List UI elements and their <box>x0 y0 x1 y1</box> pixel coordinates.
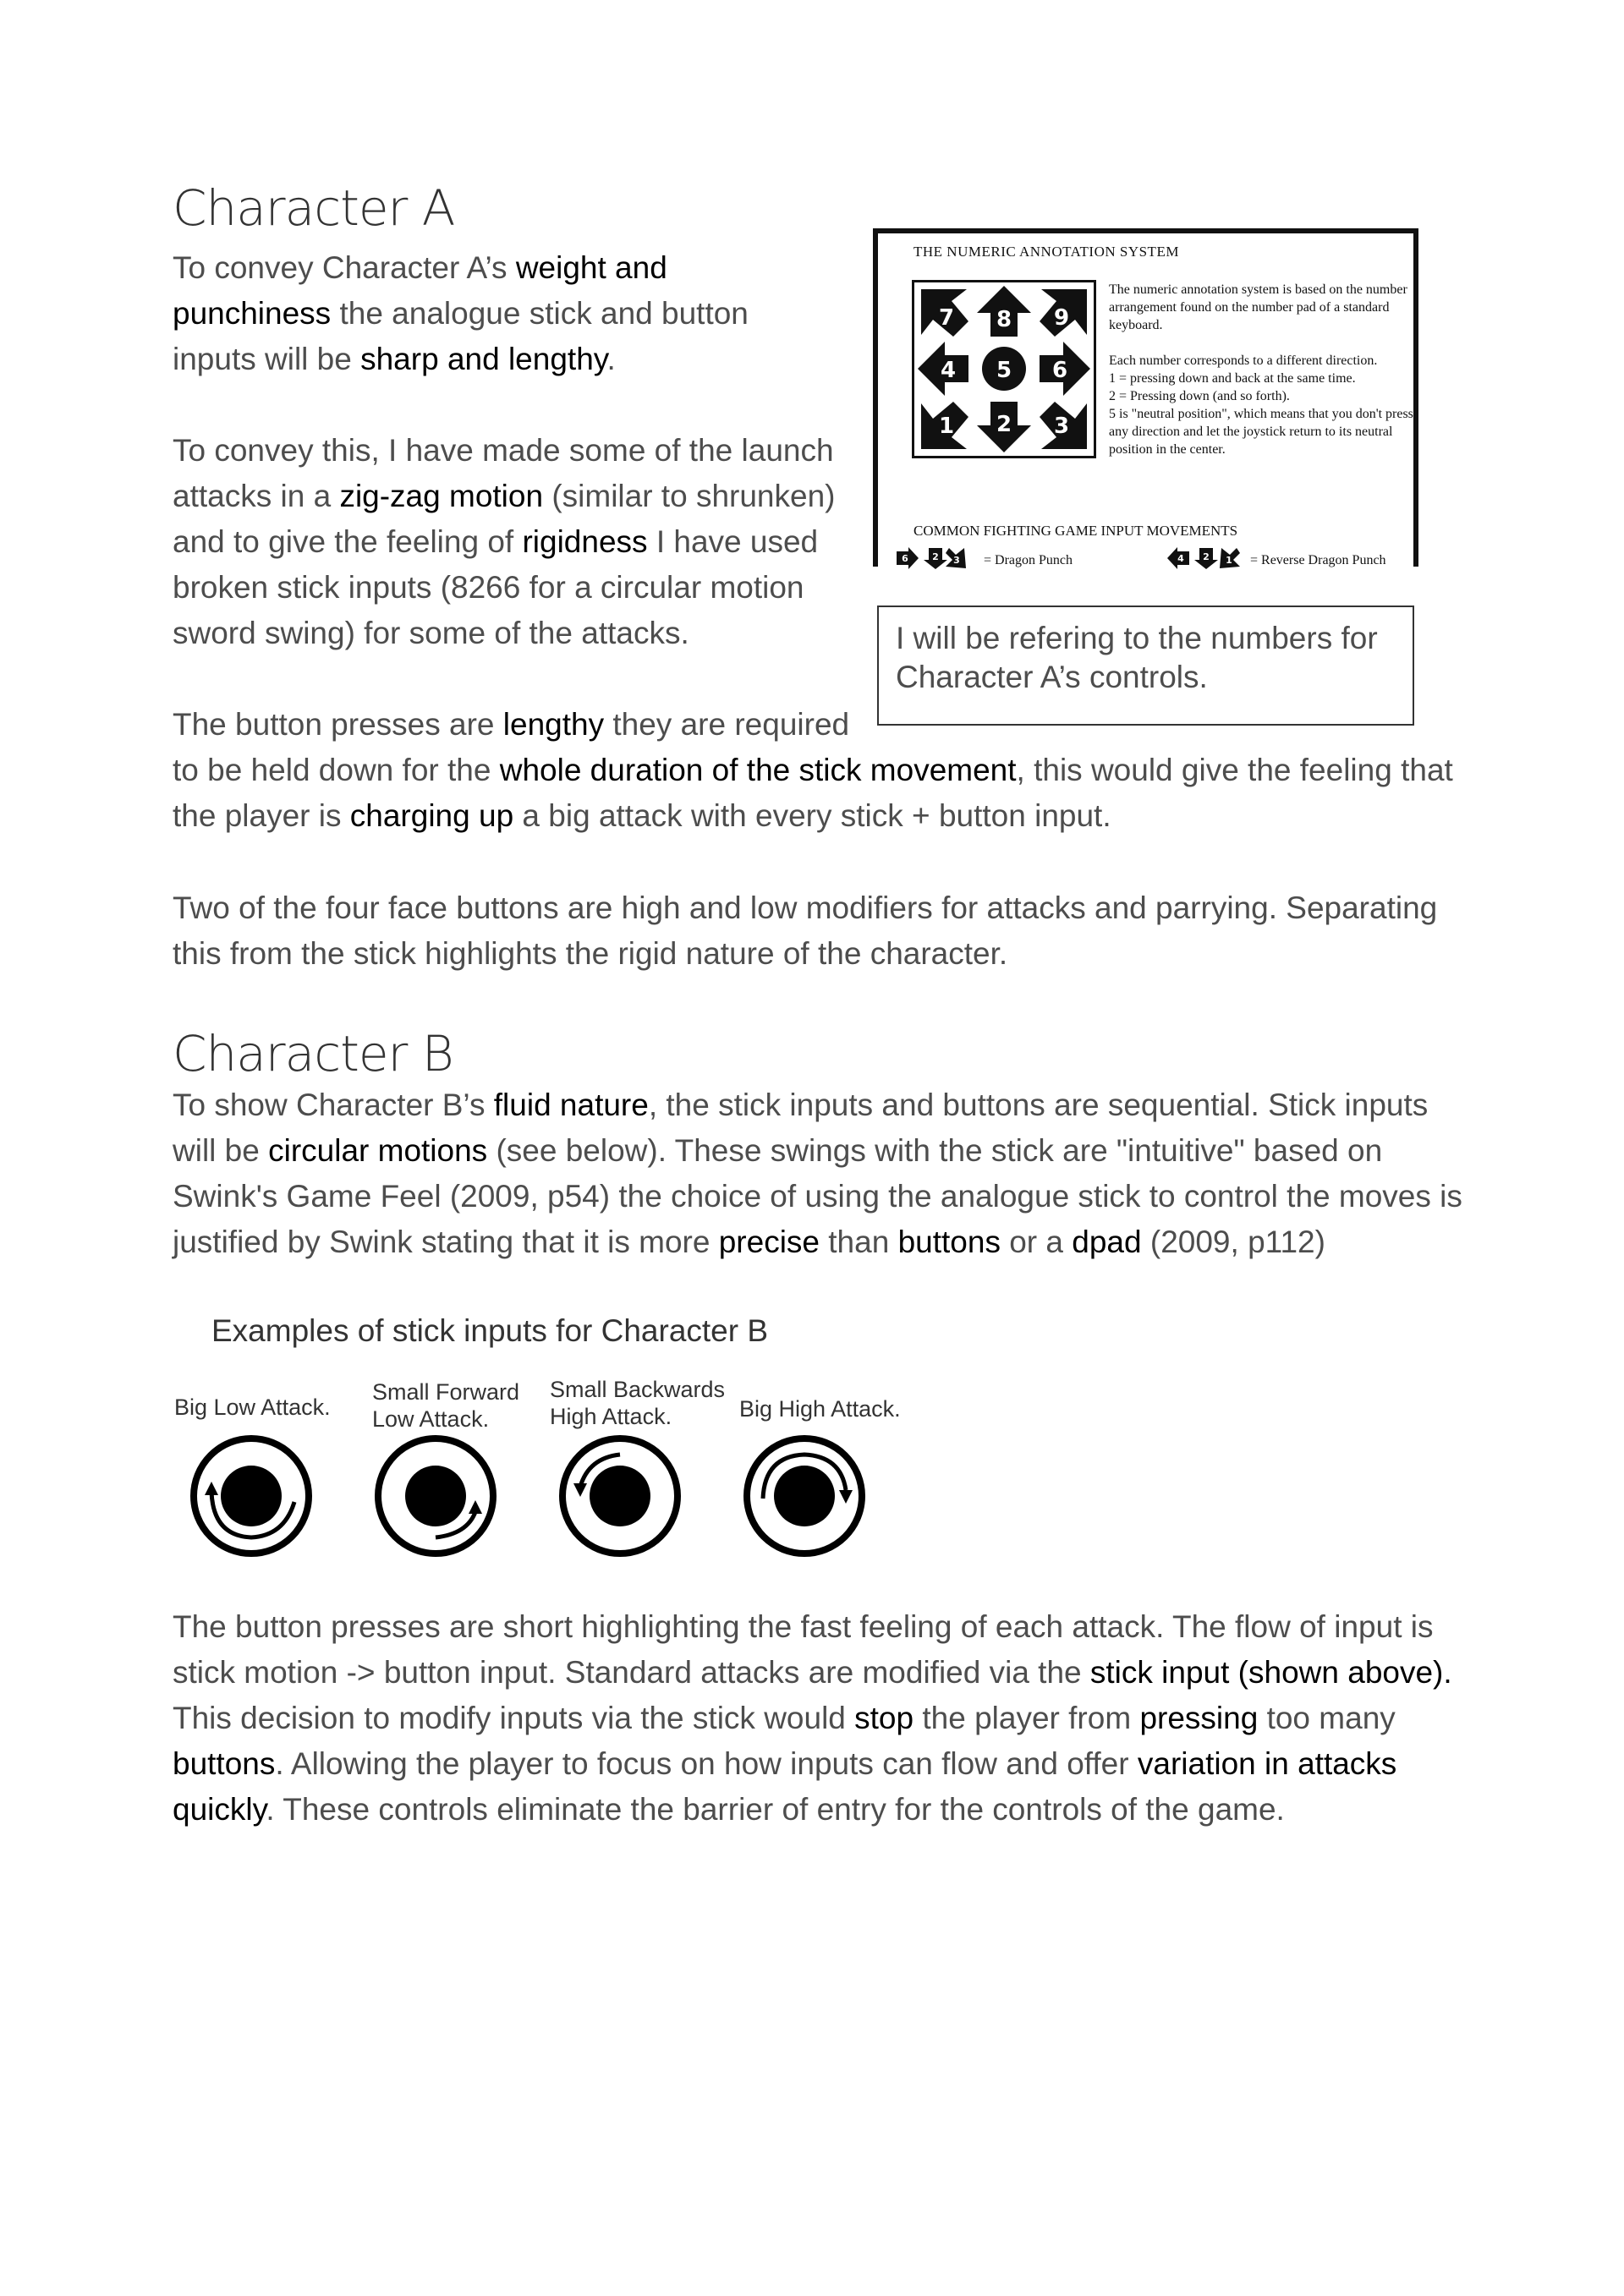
text-run: to be held down for the <box>173 753 500 787</box>
numpad-label: 4 <box>940 358 957 383</box>
character-b-paragraph-2 <box>173 1604 1475 1833</box>
examples-title: Examples of stick inputs for Character B <box>211 1313 769 1348</box>
input-label: 1 <box>1226 555 1232 566</box>
character-a-paragraph-1 <box>173 245 765 382</box>
stick-example-label: Big High Attack. <box>739 1396 901 1422</box>
emphasis-text: punchiness <box>173 296 332 331</box>
emphasis-text: precise <box>718 1225 820 1259</box>
text-run: (similar to shrunken) and to give the feeling of <box>173 479 836 559</box>
text-run: they are required <box>604 707 850 742</box>
common-movements-title: COMMON FIGHTING GAME INPUT MOVEMENTS <box>914 523 1238 539</box>
numeric-annotation-figure <box>873 228 1418 567</box>
emphasis-text: dpad <box>1072 1225 1142 1259</box>
text-run: , the stick inputs and buttons are sequential. Stick inputs will be <box>173 1088 1429 1168</box>
text-run: . Allowing the player to focus on how inputs can flow and offer <box>275 1746 1138 1781</box>
numpad-label: 1 <box>938 414 955 439</box>
emphasis-text: buttons <box>173 1746 276 1781</box>
numpad-label: 3 <box>1053 414 1070 439</box>
dragon-punch-label: = Dragon Punch <box>984 553 1073 567</box>
emphasis-text: variation in attacks quickly <box>173 1746 1397 1827</box>
dragon-punch-input-icons <box>895 546 971 570</box>
numpad-label: 8 <box>996 307 1012 332</box>
character-a-paragraph-4: Two of the four face buttons are high and low modifiers for attacks and parrying. Separating this from the stick highlights the rigid nature of the character. <box>173 890 1438 971</box>
numpad-label: 9 <box>1053 305 1070 331</box>
character-b-paragraph-1 <box>173 1082 1475 1265</box>
desc-text: 5 is "neutral position", which means that you don't press any direction and let the joystick return to its neutral position in the center. <box>1109 407 1413 457</box>
input-label: 2 <box>1203 551 1210 562</box>
text-run: . These controls eliminate the barrier of entry for the controls of the game. <box>266 1792 1285 1827</box>
desc-text: Each number corresponds to a different direction. <box>1109 353 1378 368</box>
reverse-dragon-punch-label: = Reverse Dragon Punch <box>1250 553 1386 567</box>
character-b-heading: Character B <box>173 1025 453 1082</box>
text-run: or a <box>1000 1225 1073 1259</box>
text-run: The button presses are short highlighting the fast feeling of each attack. The flow of input is stick motion -> button input. Standard attacks are modified via the <box>173 1609 1434 1690</box>
emphasis-text: lengthy <box>502 707 605 742</box>
text-run: I have used broken stick inputs (8266 for a circular motion sword swing) for some of the attacks. <box>173 524 819 650</box>
text-run: , this would give the feeling that the player is <box>173 753 1453 833</box>
numpad-label: 7 <box>938 305 955 331</box>
desc-text: 2 = Pressing down (and so forth). <box>1109 389 1290 403</box>
emphasis-text: fluid nature <box>493 1088 649 1122</box>
text-run: (2009, p112) <box>1141 1225 1325 1259</box>
character-a-paragraph-2 <box>173 428 849 656</box>
stick-example-label: Small Forward Low Attack. <box>372 1379 520 1432</box>
figure-title: THE NUMERIC ANNOTATION SYSTEM <box>914 244 1179 260</box>
emphasis-text: buttons <box>897 1225 1001 1259</box>
text-run: This decision to modify inputs via the stick would <box>173 1701 855 1735</box>
input-label: 4 <box>1177 553 1184 564</box>
numpad-arrows <box>914 282 1094 456</box>
emphasis-text: pressing <box>1139 1701 1259 1735</box>
emphasis-text: zig-zag motion <box>339 479 544 513</box>
small-backwards-high-attack-stick-icon <box>558 1434 682 1558</box>
reverse-dragon-punch-input-icons <box>1166 546 1242 570</box>
emphasis-text: whole duration of the stick movement <box>499 753 1017 787</box>
character-a-paragraph-3 <box>173 748 1475 839</box>
emphasis-text: circular motions <box>268 1133 488 1168</box>
numpad-label: 2 <box>996 412 1012 437</box>
text-run: than <box>820 1225 898 1259</box>
note-box: I will be refering to the numbers for Character A’s controls. <box>877 606 1414 726</box>
text-run: . <box>606 342 616 376</box>
emphasis-text: rigidness <box>522 524 648 559</box>
emphasis-text: sharp and lengthy <box>360 342 607 376</box>
character-a-heading: Character A <box>173 179 455 237</box>
input-label: 3 <box>953 555 960 566</box>
numpad-label: 5 <box>996 358 1012 383</box>
input-label: 2 <box>932 551 939 562</box>
emphasis-text: stop <box>854 1701 914 1735</box>
text-run: To show Character B’s <box>173 1088 494 1122</box>
big-high-attack-stick-icon <box>743 1434 866 1558</box>
stick-example-label: Small Backwards High Attack. <box>550 1377 726 1429</box>
emphasis-text: weight and <box>515 250 667 285</box>
emphasis-text: stick input (shown above). <box>1089 1655 1452 1690</box>
emphasis-text: charging up <box>349 798 514 833</box>
text-run: The button presses are <box>173 707 503 742</box>
numpad-grid <box>912 280 1096 458</box>
numpad-label: 6 <box>1051 358 1068 383</box>
character-a-paragraph-3-line1 <box>173 702 866 748</box>
desc-text: The numeric annotation system is based on the number arrangement found on the number pad of a standard keyboard. <box>1109 282 1407 332</box>
text-run: the analogue stick and button inputs will be <box>173 296 749 376</box>
figure-description <box>1109 281 1413 458</box>
text-run: To convey this, I have made some of the launch attacks in a <box>173 433 834 513</box>
text-run: too many <box>1258 1701 1396 1735</box>
big-low-attack-stick-icon <box>189 1434 313 1558</box>
small-forward-low-attack-stick-icon <box>374 1434 497 1558</box>
text-run: a big attack with every stick + button input. <box>513 798 1111 833</box>
text-run: (see below). These swings with the stick are "intuitive" based on Swink's Game Feel (2009, p54) the choice of using the analogue stick to control the moves is justified by Swink stating that it is more <box>173 1133 1462 1259</box>
text-run: the player from <box>914 1701 1140 1735</box>
text-run: To convey Character A’s <box>173 250 516 285</box>
input-label: 6 <box>902 553 908 564</box>
desc-text: 1 = pressing down and back at the same time. <box>1109 371 1356 386</box>
stick-example-label: Big Low Attack. <box>174 1395 331 1420</box>
